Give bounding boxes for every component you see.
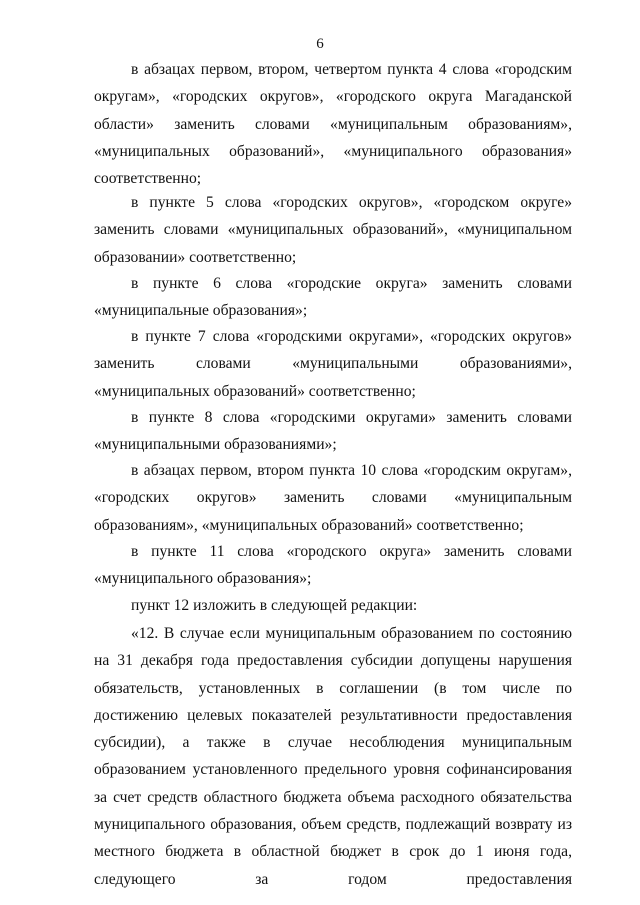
paragraph-text: в пункте 8 слова «городскими округами» заменить словами «муниципальными образованиями»; xyxy=(94,409,572,454)
paragraph-item-8-amendment xyxy=(94,404,572,459)
paragraph-text: в пункте 11 слова «городского округа» заменить словами «муниципального образования»; xyxy=(94,543,572,588)
paragraph-text: «12. В случае если муниципальным образованием по состоянию на 31 декабря года предоставления субсидии допущены нарушения обязательств, установленных в соглашении (в том числе по достижению целевых показателей результативности предоставления субсидии), а также в случае несоблюдения муниципальным образованием установленного предельного уровня софинансирования за счет средств областного бюджета объема расходного обязательства муниципального образования, объем средств, подлежащий возврату из местного бюджета в областной бюджет в срок до 1 июня года, следующего за годом предоставления xyxy=(94,625,572,888)
paragraph-text: в абзацах первом, втором пункта 10 слова «городским округам», «городских округов» заменить словами «муниципальным образованиям», «муниципальных образований» соответственно; xyxy=(94,462,572,534)
paragraph-text: в абзацах первом, втором, четвертом пункта 4 слова «городским округам», «городских округов», «городского округа Магаданской области» заменить словами «муниципальным образованиям», «муниципальных образований», «муниципального образования» соответственно; xyxy=(94,61,572,188)
paragraph-item-5-amendment xyxy=(94,189,572,271)
paragraph-text: в пункте 5 слова «городских округов», «городском округе» заменить словами «муниципальных образований», «муниципальном образовании» соответственно; xyxy=(94,194,572,266)
paragraph-text: в пункте 7 слова «городскими округами», «городских округов» заменить словами «муниципальными образованиями», «муниципальных образований» соответственно; xyxy=(94,328,572,400)
paragraph-item-12-intro xyxy=(94,592,572,619)
paragraph-text: пункт 12 изложить в следующей редакции: xyxy=(131,597,418,614)
paragraph-item-4-amendment xyxy=(94,56,572,192)
paragraph-item-7-amendment xyxy=(94,323,572,405)
paragraph-item-12-new-text xyxy=(94,620,572,893)
paragraph-item-6-amendment xyxy=(94,270,572,325)
paragraph-text: в пункте 6 слова «городские округа» заменить словами «муниципальные образования»; xyxy=(94,275,572,320)
paragraph-item-11-amendment xyxy=(94,538,572,593)
page-number: 6 xyxy=(316,36,324,52)
paragraph-item-10-amendment xyxy=(94,457,572,539)
